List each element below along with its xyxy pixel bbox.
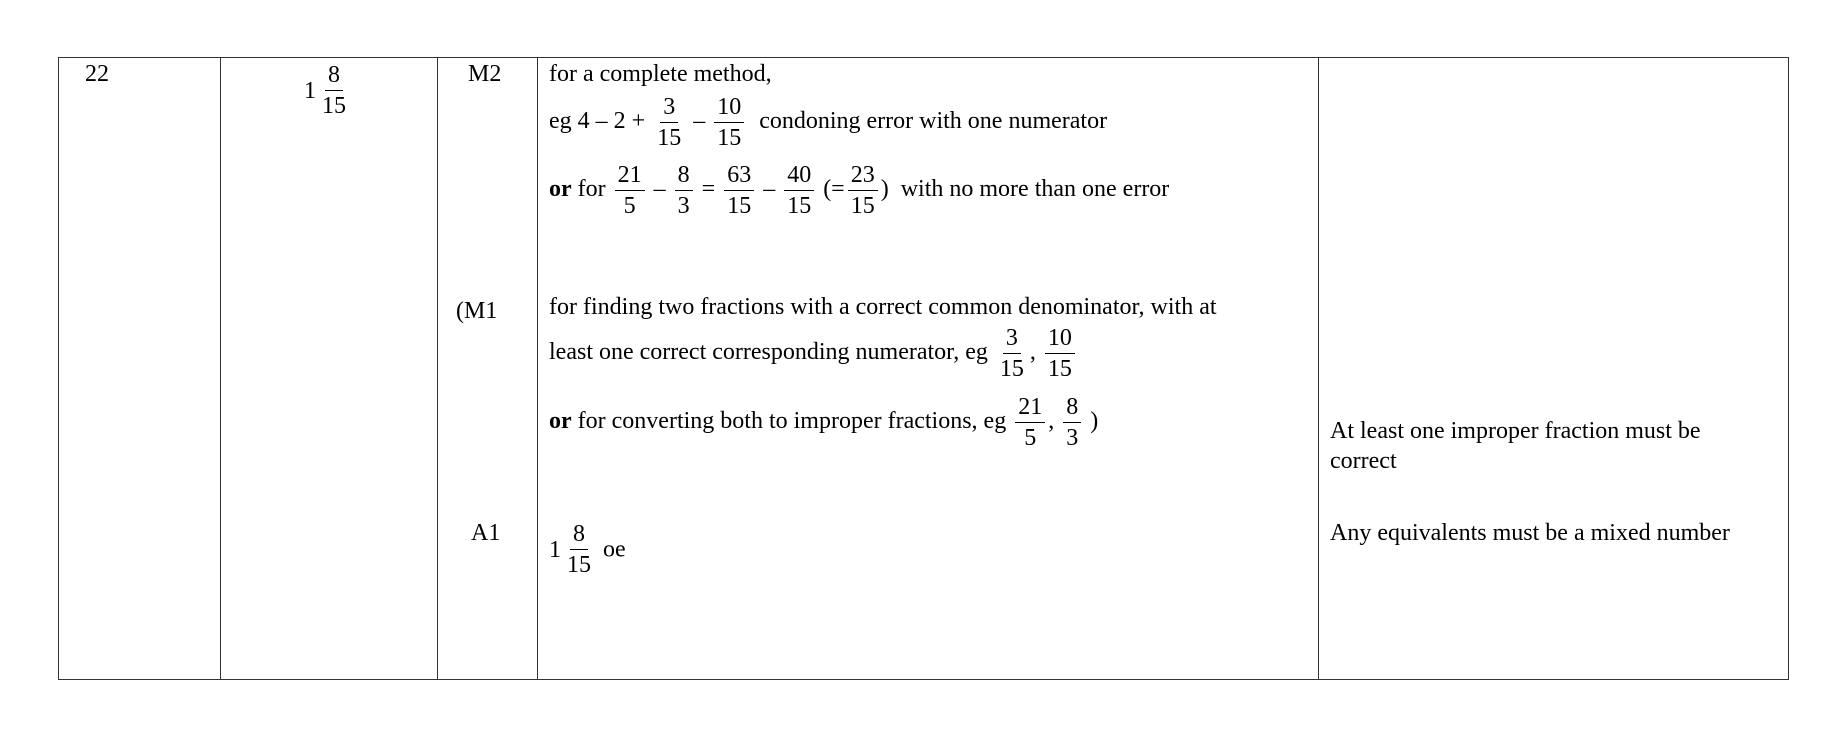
fraction: $\frac{23}{15}$ (848, 163, 878, 218)
mark-m1: (M1 (456, 298, 498, 324)
m2-line-1: for a complete method, (549, 61, 772, 87)
m2-line-2: eg 4 – 2 + $\frac{3}{15}$ – $\frac{10}{15}$ condoning error with one numerator (549, 94, 1108, 151)
mark-m2: M2 (468, 61, 502, 87)
fraction: $\frac{8}{3}$ (1063, 395, 1081, 450)
answer-mixed-number (304, 63, 352, 118)
column-divider (437, 57, 438, 680)
fraction: $\frac{21}{5}$ (615, 163, 645, 218)
fraction: $\frac{40}{15}$ (784, 163, 814, 218)
column-divider (220, 57, 221, 680)
fraction: $\frac{21}{5}$ (1015, 395, 1045, 450)
m1-line-3: or for converting both to improper fractions, eg $\frac{21}{5}$ , $\frac{8}{3}$ ) (549, 394, 1099, 451)
fraction: $\frac{3}{15}$ (999, 325, 1024, 382)
column-divider (537, 57, 538, 680)
m1-line-2: least one correct corresponding numerator, eg $\frac{3}{15}$ , $\frac{10}{15}$ (549, 326, 1078, 381)
m1-additional-guidance: At least one improper fraction must be correct (1330, 418, 1701, 474)
fraction: $\frac{63}{15}$ (724, 163, 754, 218)
fraction: $\frac{8}{15}$ (567, 521, 591, 578)
m1-line-1: for finding two fractions with a correct common denominator, with at (549, 294, 1217, 320)
answer-fraction: $\frac{8}{15}$ (322, 62, 346, 119)
question-number: 22 (85, 61, 109, 87)
m2-line-3: or for $\frac{21}{5}$ – $\frac{8}{3}$ = $\frac{63}{15}$ – $\frac{40}{15}$ (= $\frac{23}{15}$ ) with no more than one error (549, 162, 1170, 219)
column-divider (1318, 57, 1319, 680)
mark-a1: A1 (471, 520, 501, 546)
fraction: $\frac{8}{3}$ (675, 163, 693, 218)
a1-additional-guidance: Any equivalents must be a mixed number (1330, 520, 1730, 546)
answer-whole: 1 (304, 77, 316, 104)
a1-answer: 1 $\frac{8}{15}$ oe (549, 521, 626, 578)
fraction: $\frac{3}{15}$ (657, 94, 682, 151)
fraction: $\frac{10}{15}$ (1045, 326, 1075, 381)
fraction: $\frac{10}{15}$ (714, 95, 744, 150)
